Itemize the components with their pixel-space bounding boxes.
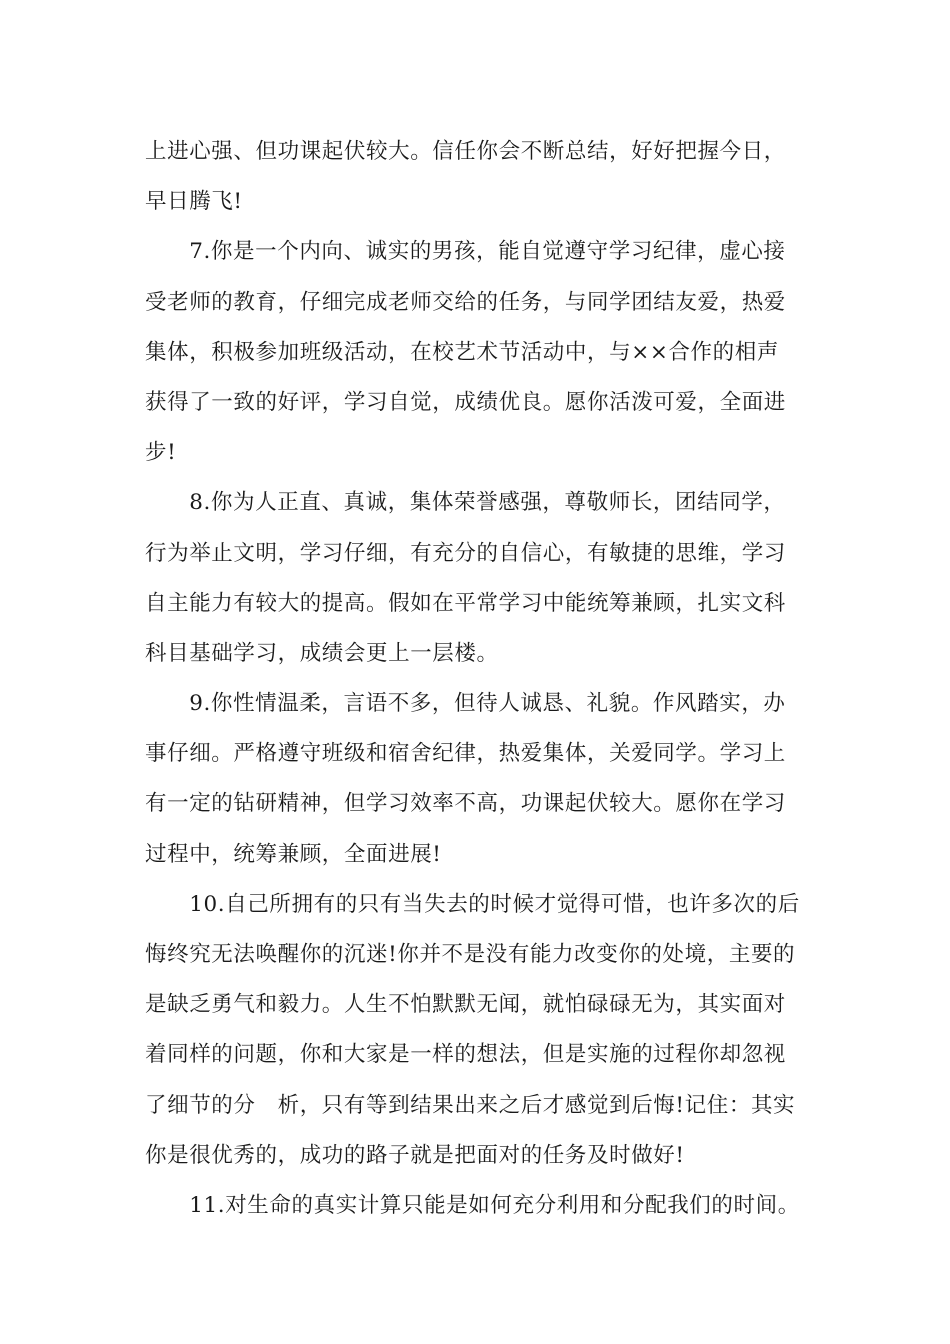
text-line: 9.你性情温柔，言语不多，但待人诚恳、礼貌。作风踏实，办	[145, 691, 786, 717]
text-line: 受老师的教育，仔细完成老师交给的任务，与同学团结友爱，热爱	[145, 289, 786, 315]
text-line: 8.你为人正直、真诚，集体荣誉感强，尊敬师长，团结同学，	[145, 490, 786, 516]
text-line: 悔终究无法唤醒你的沉迷!你并不是没有能力改变你的处境，主要的	[145, 942, 796, 967]
text-line: 获得了一致的好评，学习自觉，成绩优良。愿你活泼可爱，全面进	[145, 389, 786, 415]
paragraph-6-continued	[145, 127, 815, 227]
text-line: 7.你是一个内向、诚实的男孩，能自觉遵守学习纪律，虚心接	[145, 239, 786, 265]
text-line: 步!	[145, 440, 177, 466]
paragraph-10	[145, 880, 815, 1181]
text-line: 早日腾飞!	[145, 189, 243, 215]
text-line: 自主能力有较大的提高。假如在平常学习中能统筹兼顾，扎实文科	[145, 590, 786, 616]
paragraph-9	[145, 679, 815, 880]
text-line: 过程中，统筹兼顾，全面进展!	[145, 841, 442, 867]
document-body	[145, 127, 815, 1231]
text-line: 集体，积极参加班级活动，在校艺术节活动中，与××合作的相声	[145, 339, 779, 365]
text-line: 上进心强、但功课起伏较大。信任你会不断总结，好好把握今日，	[145, 139, 786, 164]
text-line: 10.自己所拥有的只有当失去的时候才觉得可惜，也许多次的后	[145, 891, 800, 917]
text-line: 行为举止文明，学习仔细，有充分的自信心，有敏捷的思维，学习	[145, 540, 786, 566]
text-line: 着同样的问题，你和大家是一样的想法，但是实施的过程你却忽视	[145, 1042, 786, 1068]
text-line: 科目基础学习，成绩会更上一层楼。	[145, 640, 499, 666]
paragraph-11	[145, 1181, 815, 1231]
text-line: 事仔细。严格遵守班级和宿舍纪律，热爱集体，关爱同学。学习上	[145, 741, 786, 767]
text-line: 11.对生命的真实计算只能是如何充分利用和分配我们的时间。	[145, 1192, 800, 1218]
paragraph-7	[145, 227, 815, 478]
text-line: 有一定的钻研精神，但学习效率不高，功课起伏较大。愿你在学习	[145, 791, 786, 817]
paragraph-8	[145, 478, 815, 679]
text-line: 了细节的分 析，只有等到结果出来之后才感觉到后悔!记住：其实	[145, 1092, 796, 1118]
text-line: 是缺乏勇气和毅力。人生不怕默默无闻，就怕碌碌无为，其实面对	[145, 992, 786, 1018]
text-line: 你是很优秀的，成功的路子就是把面对的任务及时做好!	[145, 1142, 685, 1168]
